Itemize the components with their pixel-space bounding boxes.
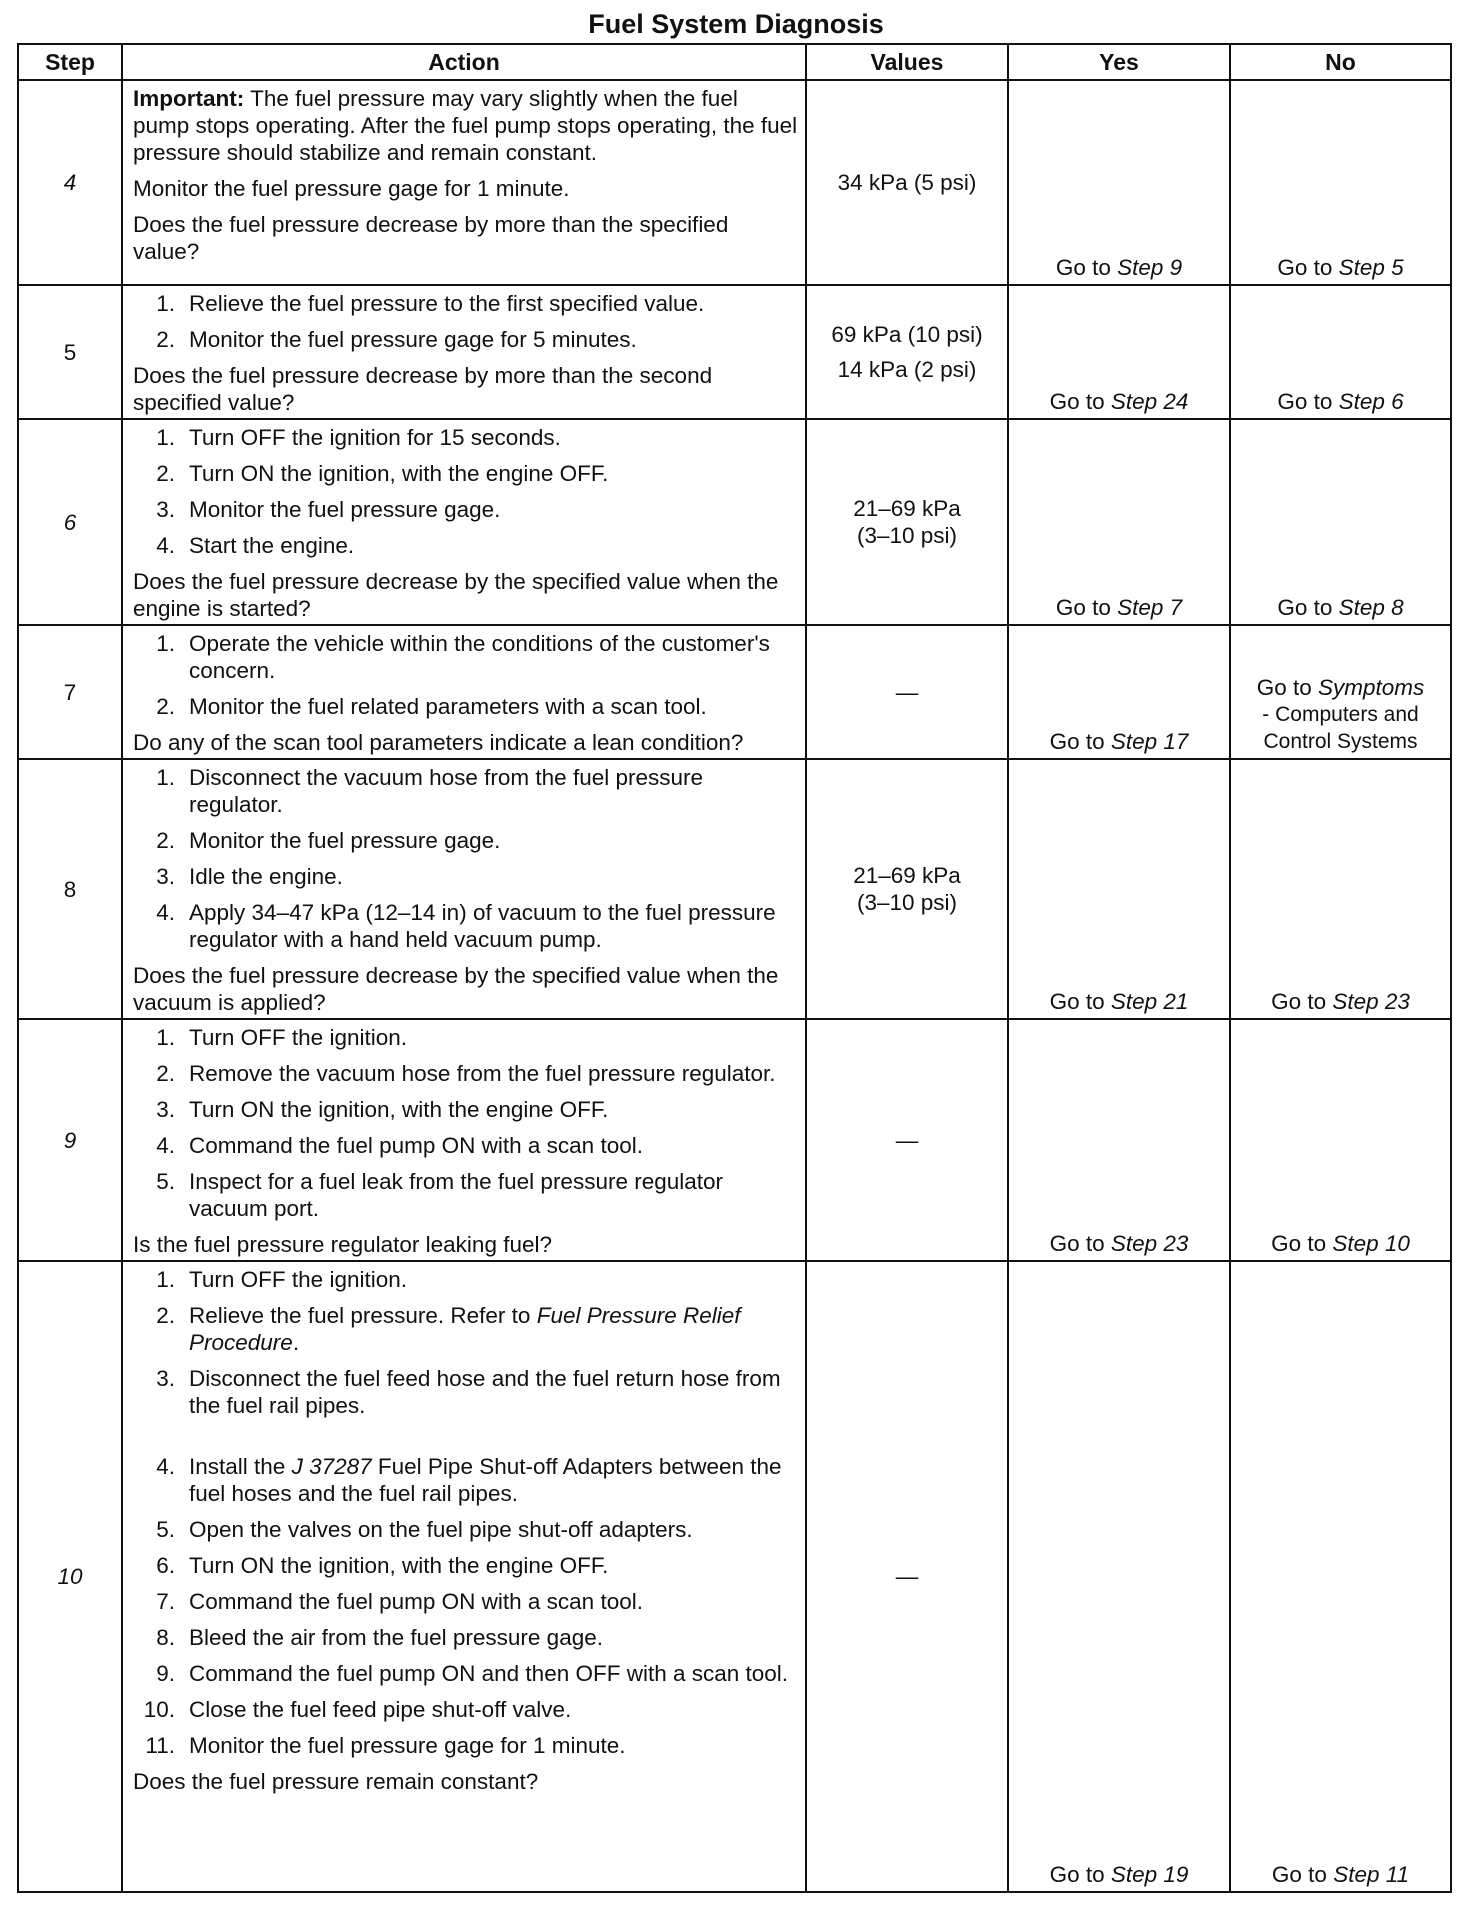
no-extra-text: - Computers and [1262,703,1419,726]
yes-step-link[interactable]: Step 9 [1117,255,1183,280]
no-cell: Go to Step 11 [1230,1261,1451,1892]
table-row [18,625,1451,759]
value-text: — [895,1127,919,1153]
list-item: 10. Close the fuel feed pipe shut-off valve. [143,1697,572,1722]
list-item: 1. Turn OFF the ignition for 15 seconds. [156,425,561,450]
value-text: — [895,679,919,705]
list-item: 1. Operate the vehicle within the conditions of the customer's concern. [156,631,770,683]
action-list [133,290,799,353]
action-list [133,630,799,720]
no-step-link[interactable]: Step 6 [1338,389,1404,414]
table-row [18,1261,1451,1892]
list-item: 4. Install the J 37287 Fuel Pipe Shut-off Adapters between the fuel hoses and the fuel rail pipes. [156,1454,782,1506]
diagnosis-table [17,43,1452,1893]
action-question: Does the fuel pressure remain constant? [133,1769,539,1794]
table-row [18,419,1451,625]
step-number: 10 [18,1261,122,1892]
go-to-label: Go to [1055,255,1111,280]
yes-cell: Go to Step 24 [1008,285,1230,419]
yes-cell: Go to Step 17 [1008,625,1230,759]
tool-number: J 37287 [291,1454,372,1479]
yes-step-link[interactable]: Step 24 [1110,389,1189,414]
step-number: 7 [18,625,122,759]
go-to-label: Go to [1277,255,1333,280]
yes-cell: Go to Step 7 [1008,419,1230,625]
yes-cell [1008,80,1230,285]
step-number: 8 [18,759,122,1019]
table-row [18,285,1451,419]
yes-step-link[interactable]: Step 19 [1110,1862,1189,1887]
header-no: No [1230,44,1451,80]
action-cell [122,759,806,1019]
action-question: Does the fuel pressure decrease by the specified value when the engine is started? [133,569,779,621]
yes-cell: Go to Step 19 [1008,1261,1230,1892]
value-text: 21–69 kPa [853,496,961,521]
important-note [133,85,799,166]
no-cell: Go to Step 8 [1230,419,1451,625]
header-values: Values [806,44,1008,80]
list-item: 7. Command the fuel pump ON with a scan tool. [156,1589,643,1614]
value-text: 34 kPa (5 psi) [837,170,977,195]
list-item: 4. Start the engine. [156,533,355,558]
yes-step-link[interactable]: Step 17 [1110,729,1189,754]
value-text: 21–69 kPa [853,863,961,888]
value-text: (3–10 psi) [856,523,958,548]
action-cell [122,285,806,419]
step-number: 6 [18,419,122,625]
list-item: 3. Disconnect the fuel feed hose and the fuel return hose from the fuel rail pipes. [156,1366,781,1418]
value-text: — [895,1564,919,1589]
list-item: 1. Relieve the fuel pressure to the first specified value. [156,291,705,316]
action-list [133,1024,799,1222]
action-cell [122,1019,806,1261]
no-cell: Go to Step 6 [1230,285,1451,419]
no-cell: Go to Step 23 [1230,759,1451,1019]
list-item: 2. Monitor the fuel related parameters with a scan tool. [156,694,707,719]
list-item: 3. Idle the engine. [156,864,343,889]
list-item: 2. Monitor the fuel pressure gage. [156,828,501,853]
action-list [133,1266,799,1759]
yes-step-link[interactable]: Step 23 [1110,1231,1189,1256]
list-item: 4. Command the fuel pump ON with a scan tool. [156,1133,643,1158]
page-title: Fuel System Diagnosis [588,9,884,39]
value-text: 14 kPa (2 psi) [837,357,977,382]
values-cell [806,1019,1008,1261]
values-cell [806,759,1008,1019]
step-number: 4 [18,80,122,285]
action-cell [122,419,806,625]
no-cell [1230,80,1451,285]
no-cell: Go to Step 10 [1230,1019,1451,1261]
list-item: 5. Open the valves on the fuel pipe shut-off adapters. [156,1517,693,1542]
action-list [133,764,799,953]
no-step-link[interactable]: Step 23 [1332,989,1410,1014]
table-row [18,759,1451,1019]
no-extra-text: Control Systems [1263,730,1418,753]
step-number: 5 [18,285,122,419]
list-item: 8. Bleed the air from the fuel pressure gage. [156,1625,603,1650]
values-cell [806,625,1008,759]
table-row [18,1019,1451,1261]
list-item: 2. Remove the vacuum hose from the fuel pressure regulator. [156,1061,776,1086]
action-question: Does the fuel pressure decrease by more than the specified value? [133,212,729,264]
header-step: Step [18,44,122,80]
list-item: 4. Apply 34–47 kPa (12–14 in) of vacuum to the fuel pressure regulator with a hand held vacuum pump. [156,900,776,952]
list-item: 6. Turn ON the ignition, with the engine OFF. [156,1553,609,1578]
action-instruction: Monitor the fuel pressure gage for 1 minute. [133,176,570,201]
value-text: (3–10 psi) [856,890,958,915]
step-number: 9 [18,1019,122,1261]
action-question: Does the fuel pressure decrease by more than the second specified value? [133,363,713,415]
list-item: 2. Relieve the fuel pressure. Refer to Fuel Pressure Relief Procedure. [156,1303,741,1355]
yes-cell: Go to Step 21 [1008,759,1230,1019]
no-step-link[interactable]: Step 10 [1332,1231,1410,1256]
list-item: 11. Monitor the fuel pressure gage for 1 minute. [145,1733,626,1758]
values-cell [806,80,1008,285]
header-action: Action [122,44,806,80]
yes-cell: Go to Step 23 [1008,1019,1230,1261]
action-question: Does the fuel pressure decrease by the specified value when the vacuum is applied? [133,963,779,1015]
yes-step-link[interactable]: Step 7 [1117,595,1183,620]
procedure-reference[interactable]: Fuel Pressure Relief Procedure [189,1303,741,1355]
action-question: Do any of the scan tool parameters indicate a lean condition? [133,730,744,755]
action-cell [122,625,806,759]
values-cell [806,1261,1008,1892]
header-yes: Yes [1008,44,1230,80]
list-item: 2. Monitor the fuel pressure gage for 5 minutes. [156,327,637,352]
action-cell [122,1261,806,1892]
list-item: 9. Command the fuel pump ON and then OFF with a scan tool. [156,1661,789,1686]
list-item: 5. Inspect for a fuel leak from the fuel pressure regulator vacuum port. [156,1169,724,1221]
important-label: Important: [133,86,245,111]
list-item: 1. Disconnect the vacuum hose from the fuel pressure regulator. [156,765,704,817]
header-row [18,44,1451,80]
action-cell [122,80,806,285]
no-step-link[interactable]: Step 11 [1333,1862,1410,1887]
value-text: 69 kPa (10 psi) [831,322,983,347]
action-question: Is the fuel pressure regulator leaking fuel? [133,1232,552,1257]
table-row [18,80,1451,285]
action-list [133,424,799,559]
no-cell: Go to Symptoms - Computers and Control Systems [1230,625,1451,759]
values-cell [806,419,1008,625]
important-text: The fuel pressure may vary slightly when the fuel pump stops operating. After the fuel pump stops operating, the fuel pressure should stabilize and remain constant. [133,86,798,165]
list-item: 2. Turn ON the ignition, with the engine OFF. [156,461,609,486]
no-symptoms-link[interactable]: Symptoms [1318,675,1425,700]
list-item: 1. Turn OFF the ignition. [156,1267,408,1292]
values-cell [806,285,1008,419]
list-item: 3. Turn ON the ignition, with the engine OFF. [156,1097,609,1122]
yes-step-link[interactable]: Step 21 [1110,989,1189,1014]
no-step-link[interactable]: Step 5 [1338,255,1404,280]
no-step-link[interactable]: Step 8 [1338,595,1404,620]
list-item: 3. Monitor the fuel pressure gage. [156,497,501,522]
list-item: 1. Turn OFF the ignition. [156,1025,408,1050]
